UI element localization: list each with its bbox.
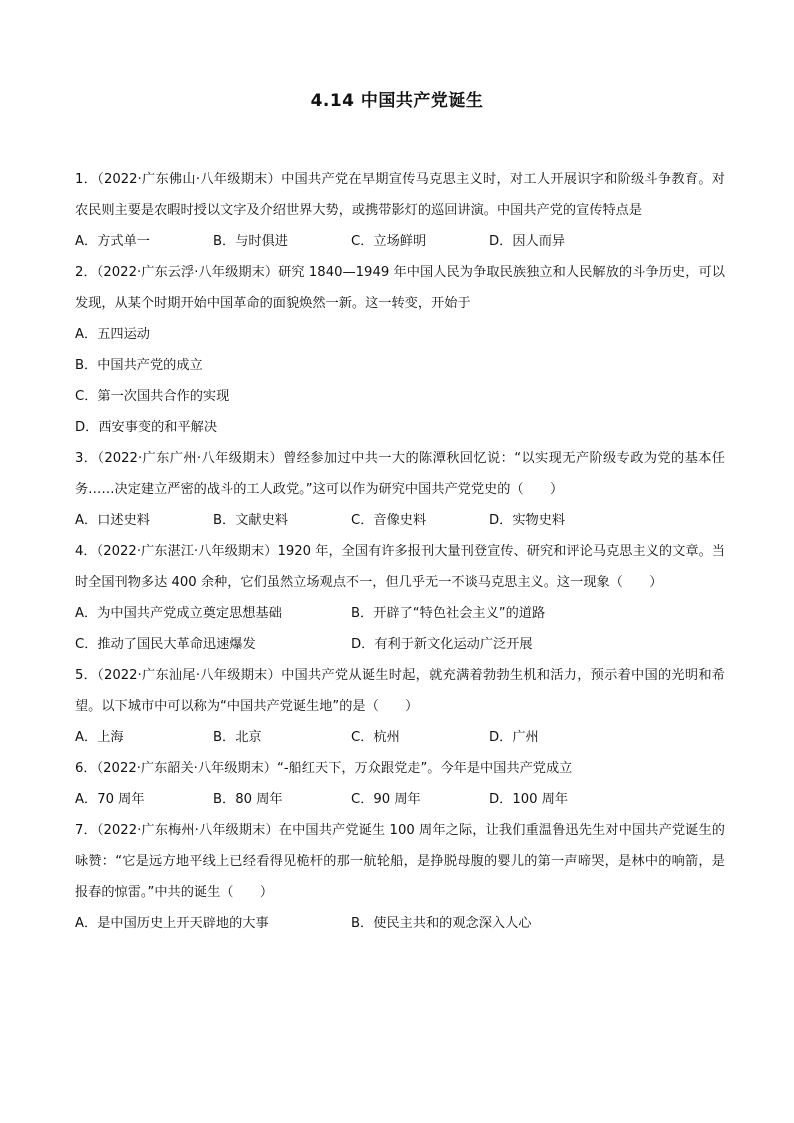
option-b: B．北京 xyxy=(213,730,262,745)
options-row xyxy=(75,908,725,939)
option-c: C．音像史料 xyxy=(351,513,427,528)
option-c: C．推动了国民大革命迅速爆发 xyxy=(75,637,256,652)
option-c: C．杭州 xyxy=(351,730,400,745)
question-stem: 4．（2022·广东湛江·八年级期末）1920 年，全国有许多报刊大量刊登宣传、研究和评论马克思主义的文章。当时全国刊物多达 400 余种，它们虽然立场观点不一，但几乎无一不谈马克思主义。这一现象（ ） xyxy=(75,544,725,590)
option-b: B．中国共产党的成立 xyxy=(75,358,203,373)
question-1 xyxy=(75,164,725,257)
option-a: A．70 周年 xyxy=(75,792,145,807)
option-a: A．上海 xyxy=(75,730,124,745)
question-stem: 3．（2022·广东广州·八年级期末）曾经参加过中共一大的陈潭秋回忆说：“以实现无产阶级专政为党的基本任务……决定建立严密的战斗的工人政党。”这可以作为研究中国共产党党史的（ ） xyxy=(75,451,725,497)
options-row xyxy=(75,598,725,629)
question-7 xyxy=(75,815,725,939)
option-d: D．广州 xyxy=(489,730,539,745)
page-title: 4.14 中国共产党诞生 xyxy=(310,91,484,111)
option-d: D．实物史料 xyxy=(489,513,566,528)
option-d: D．因人而异 xyxy=(489,234,566,249)
option-a: A．五四运动 xyxy=(75,327,150,342)
option-c: C．立场鲜明 xyxy=(351,234,427,249)
question-3 xyxy=(75,443,725,536)
options-row xyxy=(75,784,725,815)
option-c: C．第一次国共合作的实现 xyxy=(75,389,230,404)
option-d: D．西安事变的和平解决 xyxy=(75,420,218,435)
question-4 xyxy=(75,536,725,660)
option-b: B．与时俱进 xyxy=(213,234,288,249)
question-5 xyxy=(75,660,725,753)
question-stem: 7．（2022·广东梅州·八年级期末）在中国共产党诞生 100 周年之际，让我们重温鲁迅先生对中国共产党诞生的咏赞：“它是远方地平线上已经看得见桅杆的那一航轮船，是挣脱母腹的婴儿的第一声啼哭，是林中的响箭，是报春的惊雷。”中共的诞生（ ） xyxy=(75,823,725,900)
options-row xyxy=(75,629,725,660)
question-2 xyxy=(75,257,725,443)
option-b: B．使民主共和的观念深入人心 xyxy=(351,916,532,931)
question-stem: 5．（2022·广东汕尾·八年级期末）中国共产党从诞生时起，就充满着勃勃生机和活力，预示着中国的光明和希望。以下城市中可以称为“中国共产党诞生地”的是（ ） xyxy=(75,668,725,714)
options-row xyxy=(75,226,725,257)
option-b: B．80 周年 xyxy=(213,792,283,807)
option-c: C．90 周年 xyxy=(351,792,421,807)
options-row xyxy=(75,722,725,753)
option-b: B．开辟了“特色社会主义”的道路 xyxy=(351,606,546,621)
option-b: B．文献史料 xyxy=(213,513,288,528)
question-stem: 6．（2022·广东韶关·八年级期末）“-船红天下，万众跟党走”。今年是中国共产党成立 xyxy=(75,761,573,776)
option-d: D．有利于新文化运动广泛开展 xyxy=(351,637,533,652)
option-a: A．方式单一 xyxy=(75,234,150,249)
question-list xyxy=(75,164,725,939)
option-a: A．口述史料 xyxy=(75,513,150,528)
question-6 xyxy=(75,753,725,815)
option-a: A．是中国历史上开天辟地的大事 xyxy=(75,916,269,931)
option-a: A．为中国共产党成立奠定思想基础 xyxy=(75,606,282,621)
question-stem: 2．（2022·广东云浮·八年级期末）研究 1840—1949 年中国人民为争取民族独立和人民解放的斗争历史，可以发现，从某个时期开始中国革命的面貌焕然一新。这一转变，开始于 xyxy=(75,265,725,311)
option-d: D．100 周年 xyxy=(489,792,569,807)
question-stem: 1．（2022·广东佛山·八年级期末）中国共产党在早期宣传马克思主义时，对工人开展识字和阶级斗争教育。对农民则主要是农暇时授以文字及介绍世界大势，或携带影灯的巡回讲演。中国共产党的宣传特点是 xyxy=(75,172,725,218)
options-row xyxy=(75,505,725,536)
